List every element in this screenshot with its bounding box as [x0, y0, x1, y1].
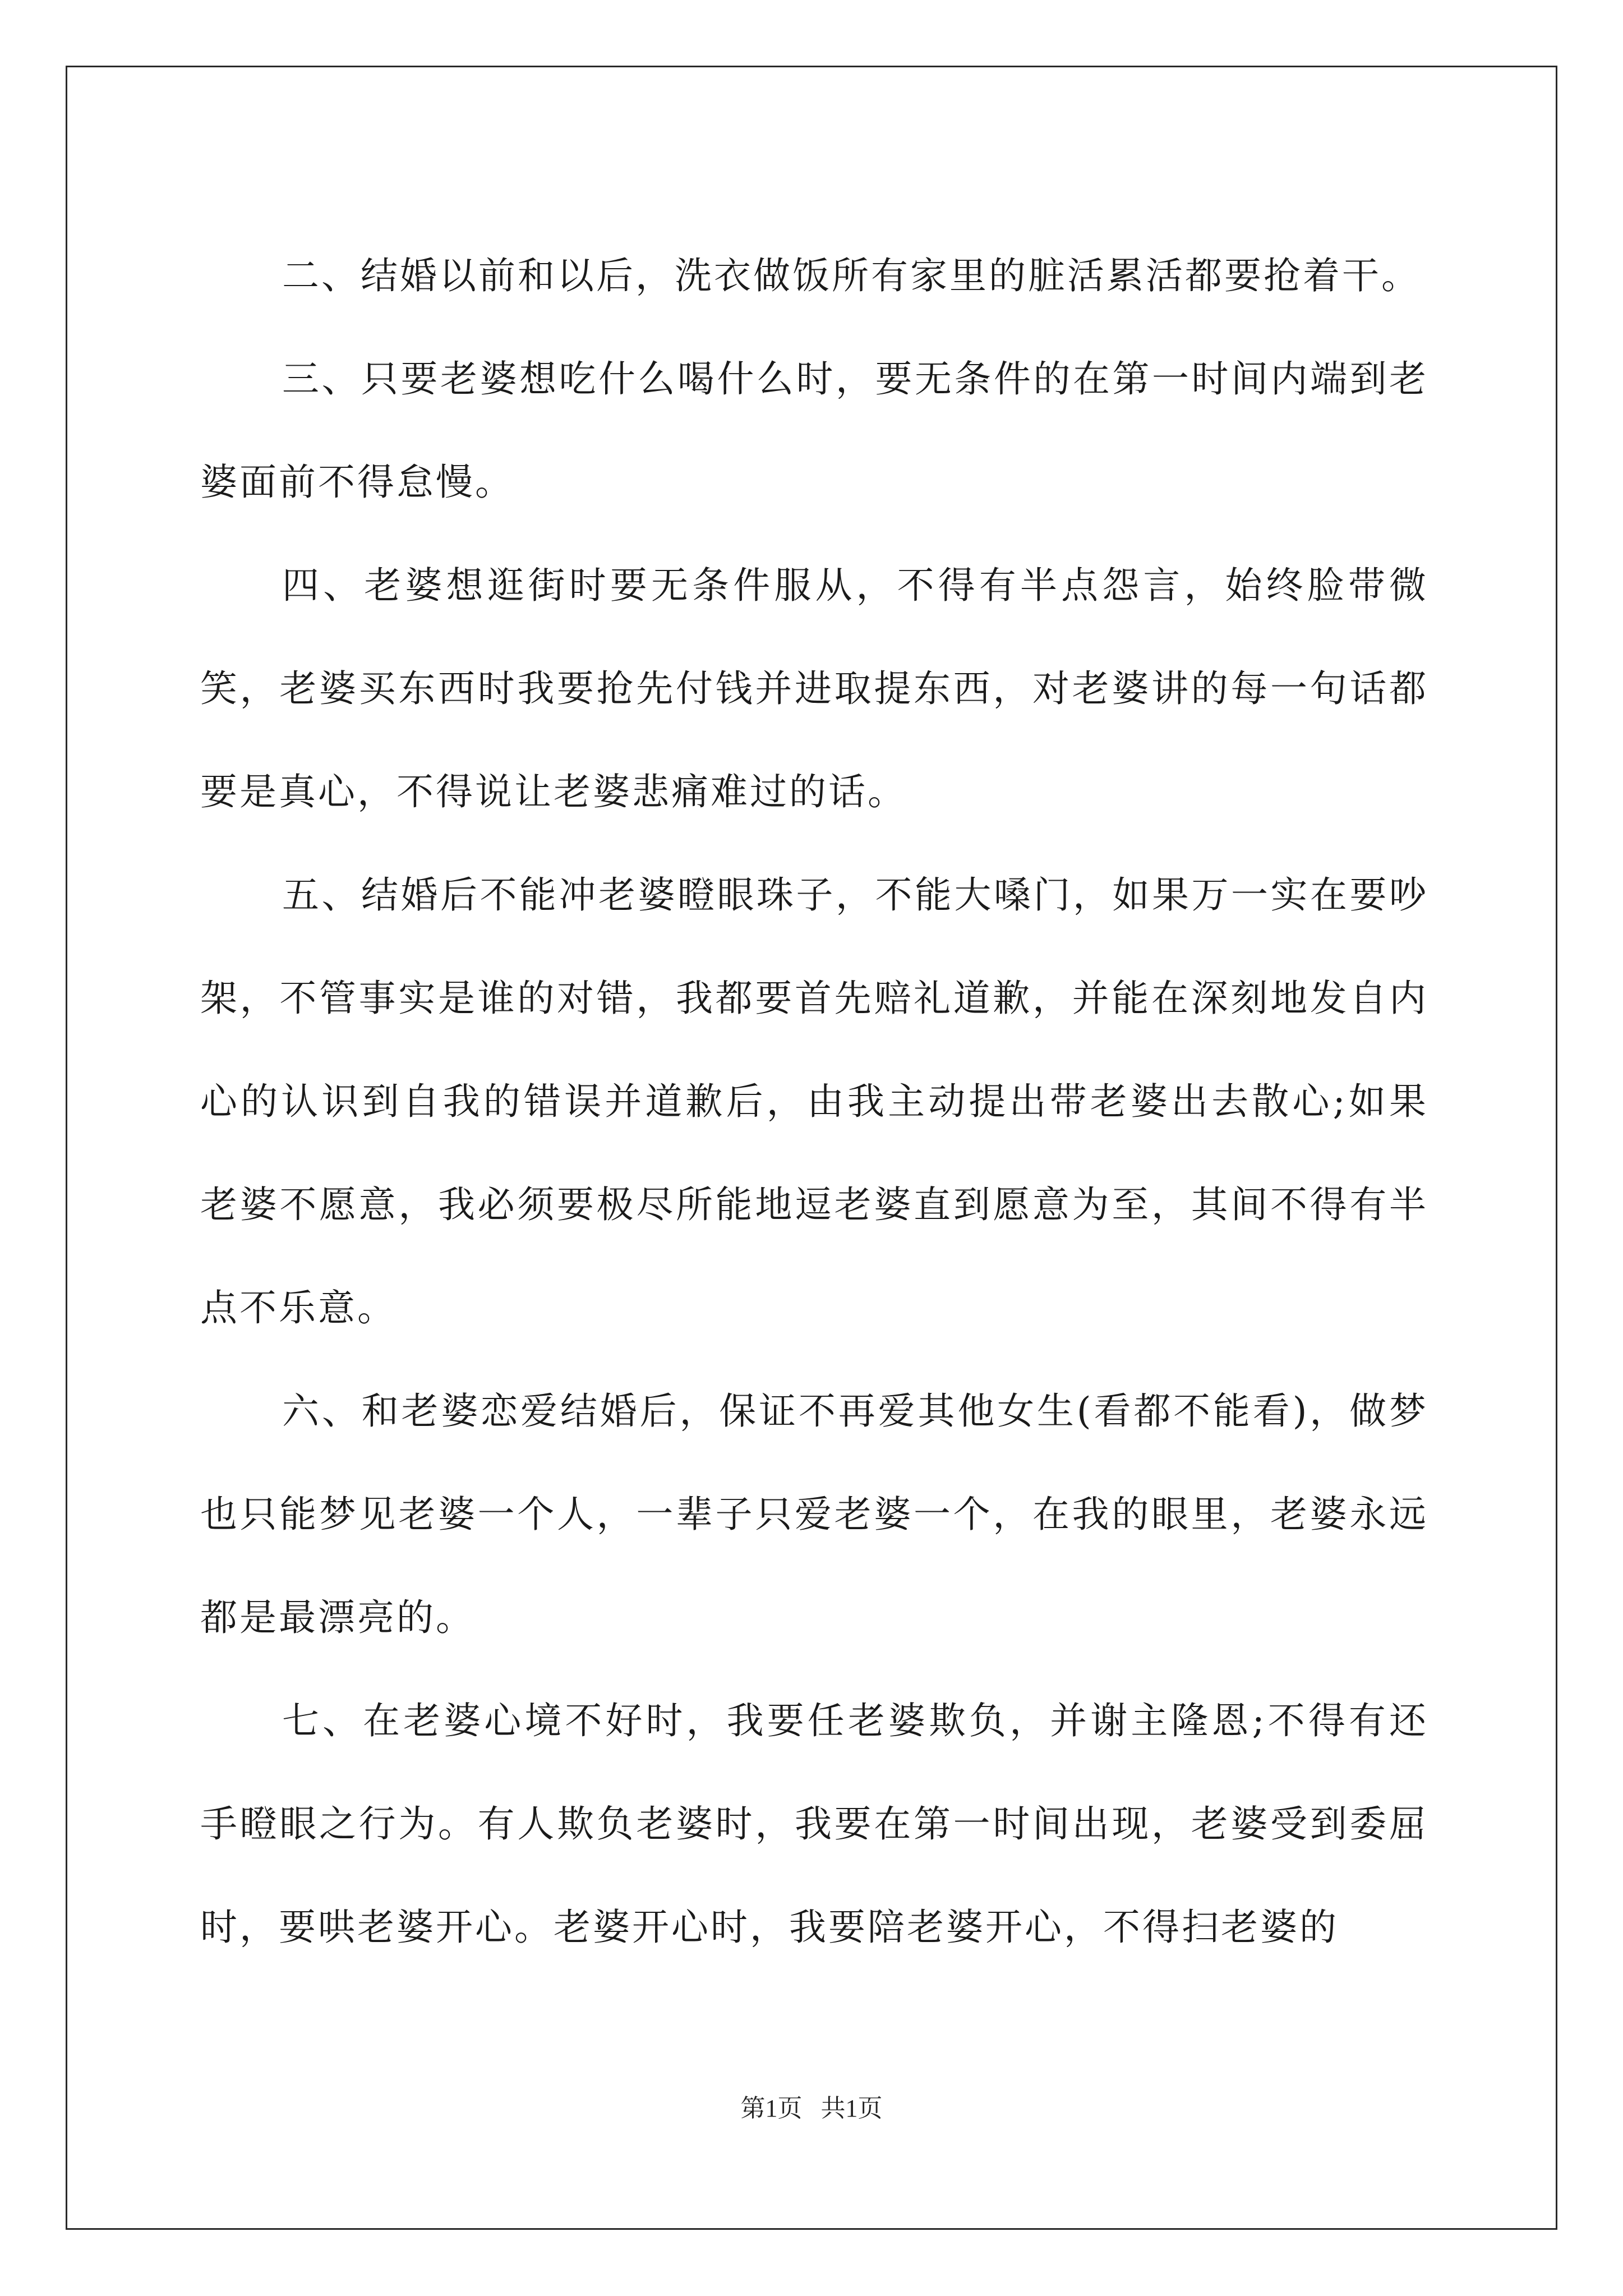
page-number: 第1页 共1页: [740, 2095, 883, 2122]
paragraph-5: 五、结婚后不能冲老婆瞪眼珠子，不能大嗓门，如果万一实在要吵架，不管事实是谁的对错，我都要首先赔礼道歉，并能在深刻地发自内心的认识到自我的错误并道歉后，由我主动提出带老婆出去散心;如果老婆不愿意，我必须要极尽所能地逗老婆直到愿意为至，其间不得有半点不乐意。: [200, 873, 1428, 1329]
page-footer: [0, 2088, 1623, 2124]
paragraph-4: 四、老婆想逛街时要无条件服从，不得有半点怨言，始终脸带微笑，老婆买东西时我要抢先付钱并进取提东西，对老婆讲的每一句话都要是真心，不得说让老婆悲痛难过的话。: [200, 564, 1428, 813]
document-body: [200, 224, 1428, 1979]
paragraph-2: 二、结婚以前和以后，洗衣做饭所有家里的脏活累活都要抢着干。: [282, 254, 1421, 297]
paragraph-6: 六、和老婆恋爱结婚后，保证不再爱其他女生(看都不能看)，做梦也只能梦见老婆一个人，一辈子只爱老婆一个，在我的眼里，老婆永远都是最漂亮的。: [200, 1389, 1428, 1639]
paragraph-7: 七、在老婆心境不好时，我要任老婆欺负，并谢主隆恩;不得有还手瞪眼之行为。有人欺负老婆时，我要在第一时间出现，老婆受到委屈时，要哄老婆开心。老婆开心时，我要陪老婆开心，不得扫老婆的: [200, 1699, 1428, 1949]
paragraph-3: 三、只要老婆想吃什么喝什么时，要无条件的在第一时间内端到老婆面前不得怠慢。: [200, 357, 1428, 504]
